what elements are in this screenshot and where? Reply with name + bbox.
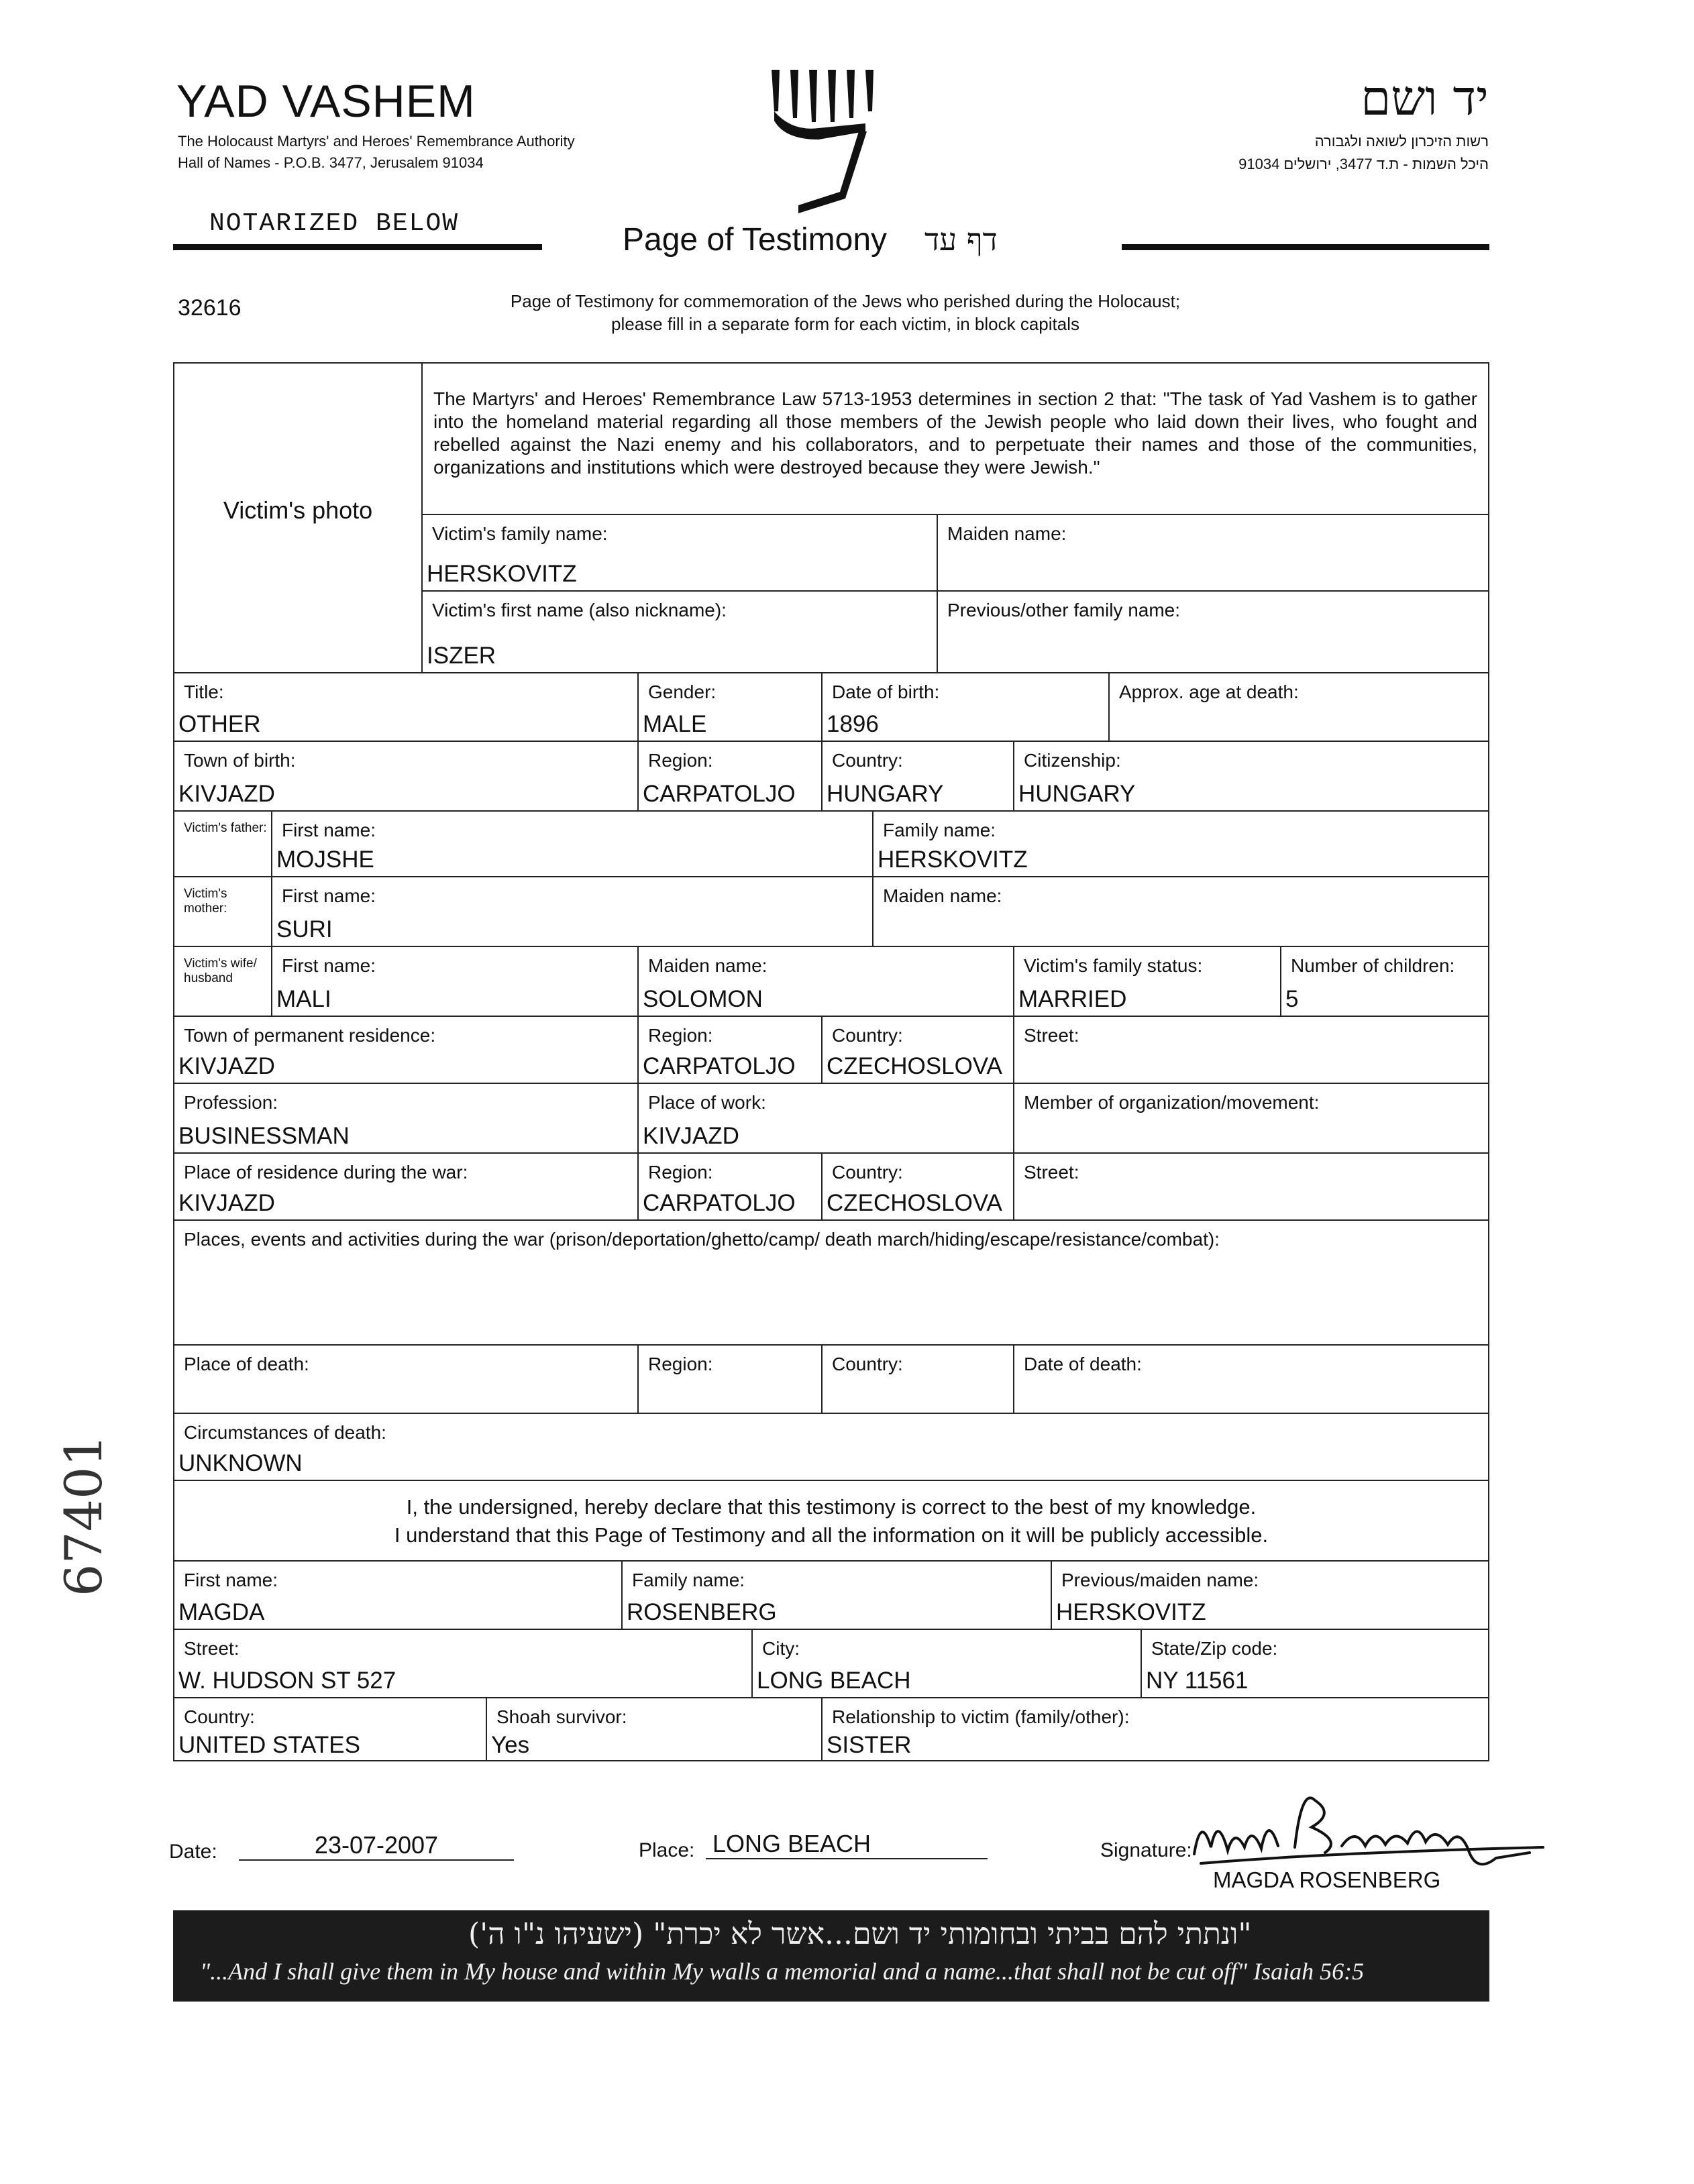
- victim-first-name-value: ISZER: [427, 643, 496, 669]
- date-of-birth-field[interactable]: Date of birth: 1896: [823, 673, 1110, 742]
- submitter-previous-name-field[interactable]: Previous/maiden name: HERSKOVITZ: [1052, 1562, 1489, 1630]
- war-country-field[interactable]: Country: CZECHOSLOVA: [823, 1154, 1014, 1221]
- signature-name: MAGDA ROSENBERG: [1213, 1867, 1441, 1892]
- residence-region-field[interactable]: Region: CARPATOLJO: [639, 1017, 823, 1084]
- law-text-box: [423, 364, 1489, 515]
- date-label: Date:: [169, 1841, 217, 1863]
- maiden-name-field[interactable]: Maiden name:: [938, 515, 1489, 592]
- mother-maiden-name-field[interactable]: Maiden name:: [874, 877, 1489, 947]
- banner-quote-english: "...And I shall give them in My house and within My walls a memorial and a name...that shall not be cut off" Isaiah 56:5: [200, 1958, 1365, 1985]
- organization-field[interactable]: Member of organization/movement:: [1014, 1084, 1489, 1154]
- residence-country-field[interactable]: Country: CZECHOSLOVA: [823, 1017, 1014, 1084]
- date-of-death-field[interactable]: Date of death:: [1014, 1346, 1489, 1414]
- age-at-death-field[interactable]: Approx. age at death:: [1110, 673, 1489, 742]
- place-value[interactable]: LONG BEACH: [706, 1830, 988, 1859]
- relationship-field[interactable]: Relationship to victim (family/other): SISTER: [827, 1706, 1130, 1758]
- number-of-children-field[interactable]: Number of children: 5: [1281, 947, 1489, 1017]
- father-family-name-field[interactable]: Family name: HERSKOVITZ: [874, 812, 1489, 877]
- submitter-family-name-field[interactable]: Family name: ROSENBERG: [623, 1562, 1052, 1630]
- org-address-hebrew: היכל השמות - ת.ד 3477, ירושלים 91034: [1238, 156, 1489, 172]
- org-name-hebrew: יד ושם: [1361, 70, 1489, 126]
- header-rule-left: [173, 244, 542, 250]
- signature-scribble: [1194, 1798, 1543, 1864]
- town-of-birth-field[interactable]: Town of birth: KIVJAZD: [174, 742, 639, 812]
- citizenship-field[interactable]: Citizenship: HUNGARY: [1014, 742, 1489, 812]
- org-subtitle: The Holocaust Martyrs' and Heroes' Remembrance Authority: [178, 133, 575, 150]
- previous-family-name-field[interactable]: Previous/other family name:: [938, 592, 1489, 673]
- notarized-stamp: NOTARIZED BELOW: [209, 209, 460, 238]
- shoah-survivor-field[interactable]: Shoah survivor: Yes: [487, 1698, 823, 1761]
- war-street-field[interactable]: Street:: [1014, 1154, 1489, 1221]
- form-number: 32616: [178, 295, 242, 321]
- circumstances-of-death-field[interactable]: Circumstances of death: UNKNOWN: [174, 1414, 1489, 1481]
- place-label: Place:: [639, 1839, 695, 1861]
- war-places-field[interactable]: Places, events and activities during the war (prison/deportation/ghetto/camp/ death march/hiding/escape/resistance/combat):: [174, 1221, 1489, 1346]
- spouse-side-label: Victim's wife/ husband: [174, 947, 272, 1017]
- law-text: The Martyrs' and Heroes' Remembrance Law 5713-1953 determines in section 2 that: "The task of Yad Vashem is to gather into the homeland material regarding all those members of the Jewish people who laid down their lives, who fought and rebelled against the Nazi enemy and his collaborators, and to perpetuate their names and those of the communities, organizations and institutions which were destroyed because they were Jewish.": [433, 388, 1477, 478]
- family-status-field[interactable]: Victim's family status: MARRIED: [1014, 947, 1281, 1017]
- handwritten-archive-number: 67401: [54, 1434, 113, 1596]
- spouse-first-name-field[interactable]: First name: MALI: [272, 947, 639, 1017]
- father-first-name-field[interactable]: First name: MOJSHE: [272, 812, 874, 877]
- death-region-field[interactable]: Region:: [639, 1346, 823, 1414]
- submitter-street-field[interactable]: Street: W. HUDSON ST 527: [174, 1630, 753, 1698]
- submitter-city-field[interactable]: City: LONG BEACH: [753, 1630, 1142, 1698]
- place-of-death-field[interactable]: Place of death:: [174, 1346, 639, 1414]
- page-title-hebrew: דף עד: [924, 221, 998, 258]
- signature-label: Signature:: [1100, 1839, 1192, 1861]
- intro-text: Page of Testimony for commemoration of the Jews who perished during the Holocaust; please fill in a separate form for each victim, in block capitals: [510, 291, 1181, 334]
- org-address: Hall of Names - P.O.B. 3477, Jerusalem 91034: [178, 154, 484, 171]
- gender-field[interactable]: Gender: MALE: [639, 673, 823, 742]
- mother-first-name-field[interactable]: First name: SURI: [272, 877, 874, 947]
- death-country-field[interactable]: Country:: [823, 1346, 1014, 1414]
- war-residence-field[interactable]: Place of residence during the war: KIVJAZD: [174, 1154, 639, 1221]
- spouse-maiden-name-field[interactable]: Maiden name: SOLOMON: [639, 947, 1014, 1017]
- place-of-work-field[interactable]: Place of work: KIVJAZD: [639, 1084, 1014, 1154]
- victim-family-name-field[interactable]: Victim's family name: HERSKOVITZ: [423, 515, 938, 592]
- org-name: YAD VASHEM: [176, 76, 476, 127]
- header-rule-right: [1122, 244, 1489, 250]
- submitter-zip-field[interactable]: State/Zip code: NY 11561: [1142, 1630, 1489, 1698]
- birth-region-field[interactable]: Region: CARPATOLJO: [639, 742, 823, 812]
- page-title: Page of Testimony: [623, 222, 888, 258]
- permanent-residence-field[interactable]: Town of permanent residence: KIVJAZD: [174, 1017, 639, 1084]
- submitter-first-name-field[interactable]: First name: MAGDA: [174, 1562, 623, 1630]
- victim-photo-box: Victim's photo: [174, 364, 423, 673]
- war-region-field[interactable]: Region: CARPATOLJO: [639, 1154, 823, 1221]
- signature-text: Magda Rosenberg: [1181, 1773, 1187, 1774]
- title-field[interactable]: Title: OTHER: [174, 673, 639, 742]
- submitter-country-field[interactable]: Country: UNITED STATES: [174, 1698, 487, 1761]
- org-subtitle-hebrew: רשות הזיכרון לשואה ולגבורה: [1314, 133, 1489, 150]
- yad-vashem-logo-icon: [765, 64, 886, 219]
- isaiah-quote-banner: [173, 1910, 1489, 2002]
- declaration: I, the undersigned, hereby declare that this testimony is correct to the best of my knowledge. I understand that this Page of Testimony and all the information on it will be publicly accessible.: [174, 1481, 1489, 1562]
- banner-quote-hebrew: "ונתתי להם בביתי ובחומותי יד ושם...אשר לא יכרת" (ישעיהו נ"ו ה'): [468, 1917, 1252, 1951]
- testimony-form: [173, 362, 1489, 1761]
- victim-first-name-field[interactable]: Victim's first name (also nickname): ISZER: [423, 592, 938, 673]
- birth-country-field[interactable]: Country: HUNGARY: [823, 742, 1014, 812]
- victim-family-name-value: HERSKOVITZ: [427, 561, 577, 587]
- date-value[interactable]: 23-07-2007: [239, 1831, 514, 1861]
- residence-street-field[interactable]: Street:: [1014, 1017, 1489, 1084]
- profession-field[interactable]: Profession: BUSINESSMAN: [174, 1084, 639, 1154]
- mother-side-label: Victim's mother:: [174, 877, 272, 947]
- father-side-label: Victim's father:: [174, 812, 272, 877]
